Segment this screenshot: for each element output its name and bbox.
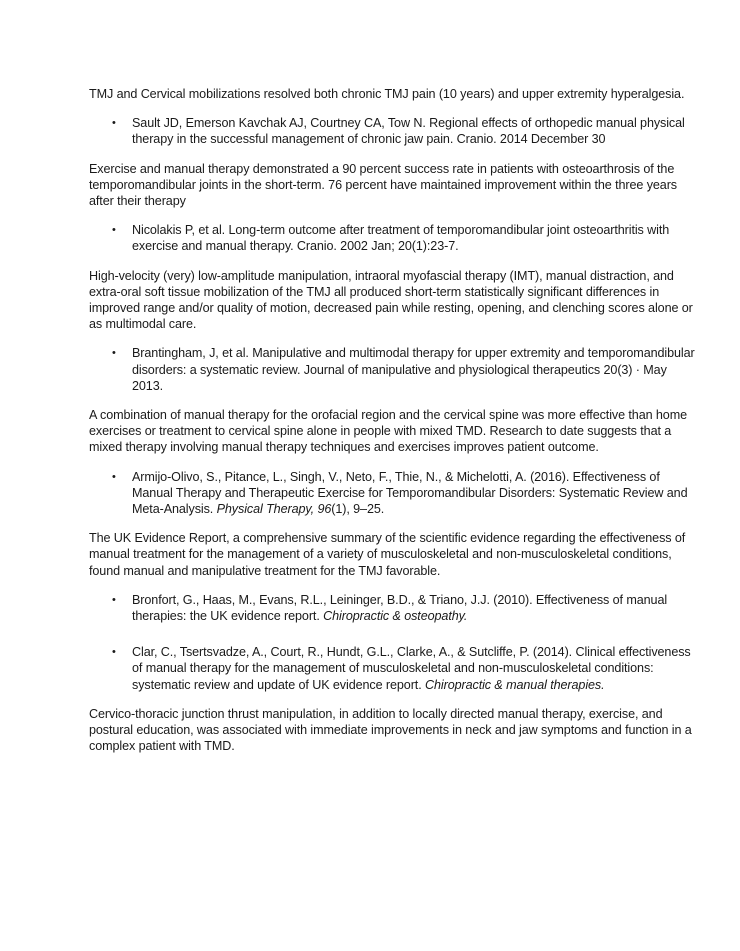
reference-text: Sault JD, Emerson Kavchak AJ, Courtney CA, Tow N. Regional effects of orthopedic manual physical therapy in the successful management of chronic jaw pain. Cranio. 2014 December 30 — [132, 116, 685, 147]
reference-sault — [89, 115, 700, 147]
bullet-icon: • — [112, 117, 116, 130]
paragraph-tmj-cervical: TMJ and Cervical mobilizations resolved both chronic TMJ pain (10 years) and upper extremity hyperalgesia. — [89, 87, 685, 101]
reference-brantingham — [89, 345, 700, 394]
reference-nicolakis — [89, 222, 700, 254]
paragraph-high-velocity: High-velocity (very) low-amplitude manipulation, intraoral myofascial therapy (IMT), manual distraction, and extra-oral soft tissue mobilization of the TMJ all produced short-term statistically significant differences in improved range and/or quality of motion, decreased pain while resting, opening, and clenching scores alone or as multimodal care. — [89, 268, 693, 332]
bullet-icon: • — [112, 593, 116, 606]
paragraph-uk-evidence: The UK Evidence Report, a comprehensive summary of the scientific evidence regarding the effectiveness of manual treatment for the management of a variety of musculoskeletal and non-musculoskeletal conditions, found manual and manipulative treatment for the TMJ favorable. — [89, 531, 686, 578]
reference-clar — [89, 644, 700, 693]
bullet-icon: • — [112, 224, 116, 237]
journal-title: Chiropractic & osteopathy. — [323, 609, 468, 624]
reference-text: Brantingham, J, et al. Manipulative and multimodal therapy for upper extremity and temporomandibular disorders: a systematic review. Journal of manipulative and physiological therapeutics 20(3) · May 2013. — [132, 346, 695, 393]
reference-bronfort — [89, 592, 700, 624]
reference-text — [132, 644, 700, 693]
reference-main: Armijo-Olivo, S., Pitance, L., Singh, V., Neto, F., Thie, N., & Michelotti, A. (2016). Effectiveness of Manual Therapy and Therapeutic Exercise for Temporomandibular Disorders: Systematic Review and Meta-Analysis. — [132, 469, 688, 517]
journal-title: Physical Therapy, 96 — [216, 502, 332, 517]
reference-main: Clar, C., Tsertsvadze, A., Court, R., Hundt, G.L., Clarke, A., & Sutcliffe, P. (2014). Clinical effectiveness of manual therapy for the management of musculoskeletal and non-musculoskeletal conditions: systematic review and update of UK evidence report. — [132, 645, 691, 692]
reference-tail: (1), 9–25. — [331, 502, 385, 517]
paragraph-combination: A combination of manual therapy for the orofacial region and the cervical spine was more effective than home exercises or treatment to cervical spine alone in people with mixed TMD. Research to date suggests that a mixed therapy involving manual therapy techniques and exercises improves patient outcome. — [89, 408, 688, 455]
reference-main: Bronfort, G., Haas, M., Evans, R.L., Leininger, B.D., & Triano, J.J. (2010). Effectiveness of manual therapies: the UK evidence report. — [132, 592, 668, 624]
paragraph-cervico-thoracic: Cervico-thoracic junction thrust manipulation, in addition to locally directed manual therapy, exercise, and postural education, was associated with immediate improvements in neck and jaw symptoms and function in a complex patient with TMD. — [89, 706, 692, 754]
bullet-icon: • — [112, 347, 116, 360]
reference-text: Nicolakis P, et al. Long-term outcome after treatment of temporomandibular joint osteoarthritis with exercise and manual therapy. Cranio. 2002 Jan; 20(1):23-7. — [132, 223, 670, 254]
paragraph-exercise-manual: Exercise and manual therapy demonstrated a 90 percent success rate in patients with osteoarthrosis of the temporomandibular joints in the short-term. 76 percent have maintained improvement within the three years after their therapy — [89, 161, 678, 209]
bullet-icon: • — [112, 470, 116, 483]
journal-title: Chiropractic & manual therapies. — [425, 677, 605, 692]
bullet-icon: • — [112, 646, 116, 659]
reference-text — [132, 592, 700, 624]
reference-armijo-olivo — [89, 469, 700, 518]
reference-text — [132, 469, 700, 518]
